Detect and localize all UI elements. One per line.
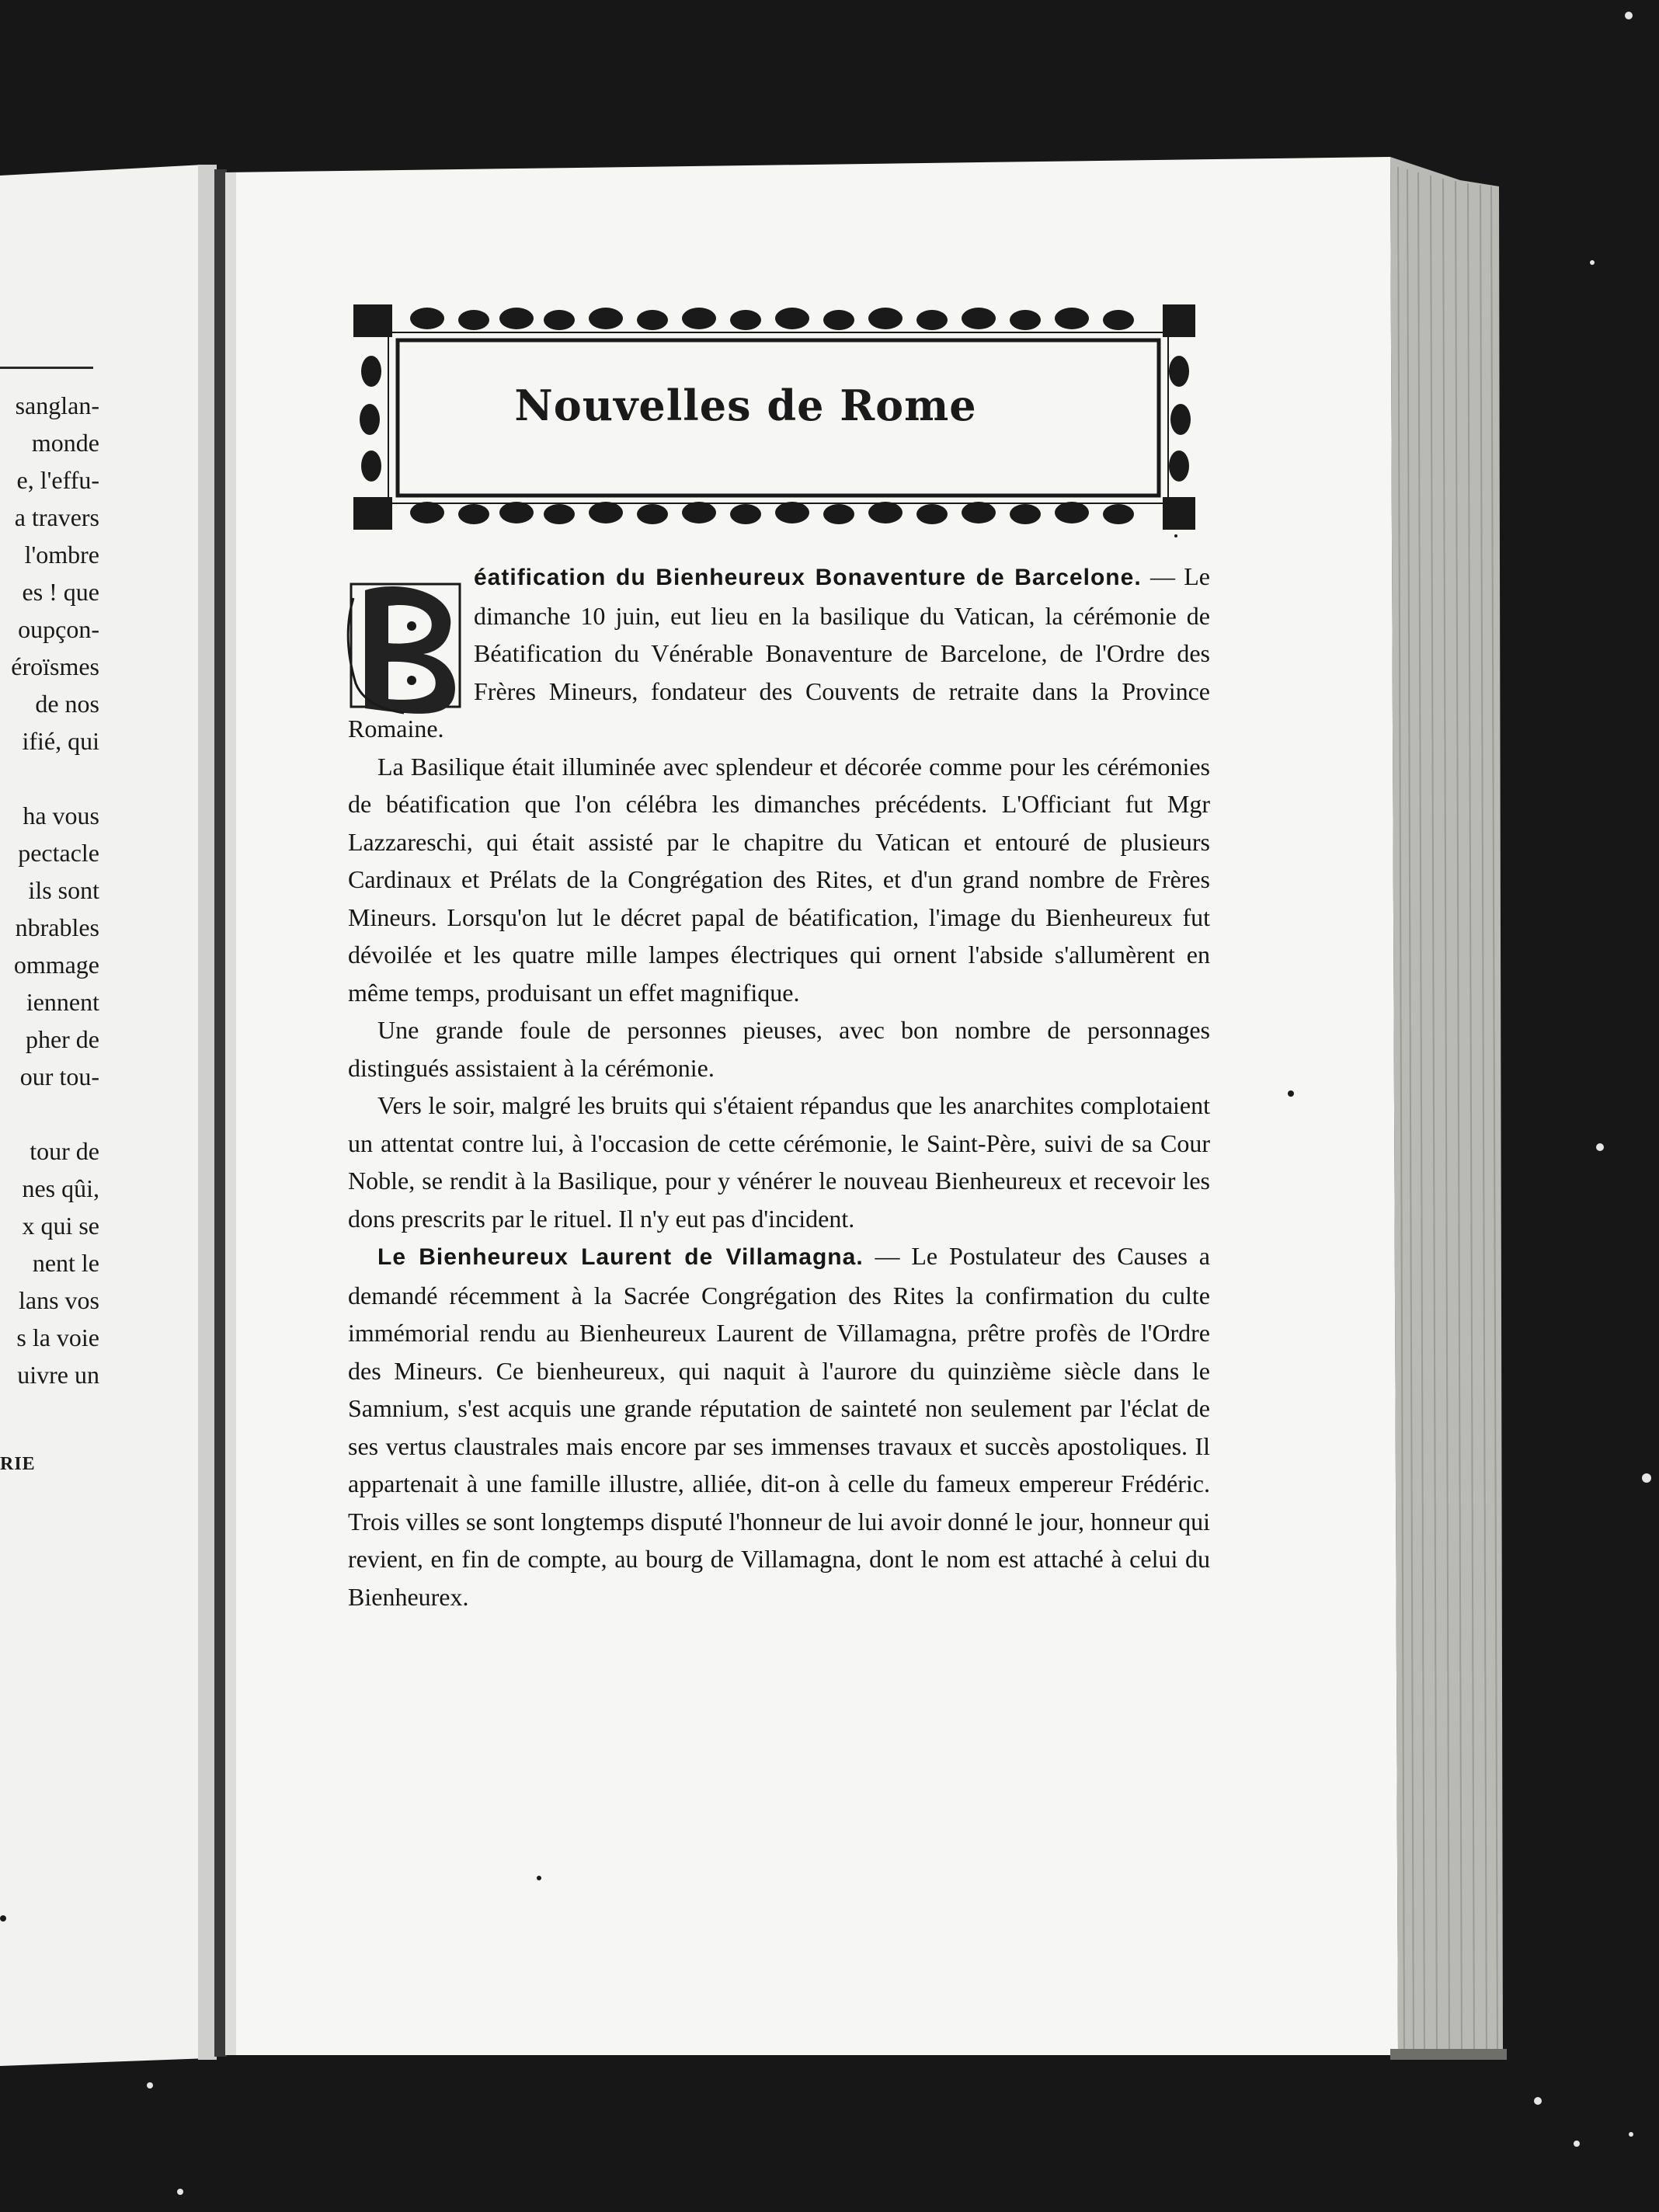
heading-laurent: Le Bienheureux Laurent de Villamagna. <box>377 1244 864 1270</box>
page-bottom-shadow <box>1390 2049 1507 2060</box>
left-page-line: es ! que <box>22 578 99 606</box>
left-page-line: uivre un <box>17 1361 99 1389</box>
paragraph-beatification-body: — Le dimanche 10 juin, eut lieu en la basilique du Vatican, la cérémonie de Béatification du Vénérable Bonaventure de Barcelone, de l'Ordre des Frères Mineurs, fondateur des Couvents de retraite dans la Province Romaine. <box>348 562 1210 743</box>
drop-cap-letter <box>343 562 460 710</box>
paragraph-evening: Vers le soir, malgré les bruits qui s'étaient répandus que les anarchites complotaient un attentat contre lui, à l'occasion de cette cérémonie, le Saint-Père, suivi de sa Cour Noble, se rendit à la Basilique, pour y vénérer le nouveau Bienheureux et recevoir les dons prescrits par le rituel. Il n'y eut pas d'incident. <box>348 1091 1210 1233</box>
left-page-line: ha vous <box>23 802 99 830</box>
left-page-line: iennent <box>26 988 99 1016</box>
article-body <box>348 558 1210 1616</box>
heading-beatification: éatification du Bienheureux Bonaventure de Barcelone. <box>474 565 1142 590</box>
paragraph-beatification-heading <box>348 558 1210 748</box>
drop-cap-text <box>343 555 426 694</box>
paragraph-basilica: La Basilique était illuminée avec splendeur et décorée comme pour les cérémonies de béatification que l'on célébra les dimanches précédents. L'Officiant fut Mgr Lazzareschi, qui était assisté par le chapitre du Vatican et entouré de plusieurs Cardinaux et Prélats de la Congrégation des Rites, et d'un grand nombre de Frères Mineurs. Lorsqu'on lut le décret papal de béatification, l'image du Bienheureux fut dévoilée et les quatre mille lampes électriques qui ornent l'abside s'allumèrent en même temps, produisant un effet magnifique. <box>348 752 1210 1007</box>
left-page-line: lans vos <box>19 1286 99 1314</box>
book-spine-gap <box>214 169 227 2057</box>
page-title: Nouvelles de Rome <box>514 381 977 430</box>
right-page-gutter-shadow <box>225 172 236 2055</box>
left-page-line <box>0 760 99 797</box>
left-page-line: nent le <box>32 1249 99 1277</box>
left-page-line: nes qûi, <box>22 1174 99 1202</box>
left-page-line: a travers <box>14 503 99 531</box>
left-page-line: tour de <box>30 1137 99 1165</box>
left-page-line: pectacle <box>18 839 99 867</box>
left-page-line: l'ombre <box>24 541 99 569</box>
left-page-line: x qui se <box>22 1212 99 1240</box>
left-page-footer: RIE <box>0 1454 36 1474</box>
left-page-text <box>0 387 99 1393</box>
paragraph-laurent <box>348 1237 1210 1616</box>
left-page-line: ils sont <box>28 876 99 904</box>
left-page-line <box>0 1095 99 1132</box>
left-page-line: e, l'effu- <box>16 466 99 494</box>
left-page-line: sanglan- <box>15 391 99 419</box>
paragraph-crowd: Une grande foule de personnes pieuses, avec bon nombre de personnages distingués assistaient à la cérémonie. <box>348 1016 1210 1082</box>
left-page-header-rule <box>0 367 93 369</box>
paragraph-laurent-body: — Le Postulateur des Causes a demandé récemment à la Sacrée Congrégation des Rites la confirmation du culte immémorial rendu au Bienheureux Laurent de Villamagna, prêtre profès de l'Ordre des Mineurs. Ce bienheureux, qui naquit à l'aurore du quinzième siècle dans le Samnium, s'est acquis une grande réputation de sainteté non seulement par l'éclat de ses vertus claustrales mais encore par ses immenses travaux et succès apostoliques. Il appartenait à une famille illustre, alliée, dit-on à celle du fameux empereur Frédéric. Trois villes se sont longtemps disputé l'honneur de lui avoir donné le jour, honneur qui revient, en fin de compte, au bourg de Villamagna, dont le nom est attaché à celui du Bienheurex. <box>348 1242 1211 1611</box>
left-page-line: éroïsmes <box>11 652 99 680</box>
left-page-line: ommage <box>13 951 99 979</box>
left-page-line: nbrables <box>15 913 99 941</box>
left-page-line: ifié, qui <box>22 727 99 755</box>
left-page-line: de nos <box>35 690 99 718</box>
left-page-line: monde <box>31 429 99 457</box>
left-page-gutter-shadow <box>198 165 217 2060</box>
left-page-line: our tou- <box>19 1063 99 1090</box>
left-page-line: s la voie <box>16 1323 99 1351</box>
left-page-line: oupçon- <box>18 615 99 643</box>
left-page-line: pher de <box>25 1025 99 1053</box>
